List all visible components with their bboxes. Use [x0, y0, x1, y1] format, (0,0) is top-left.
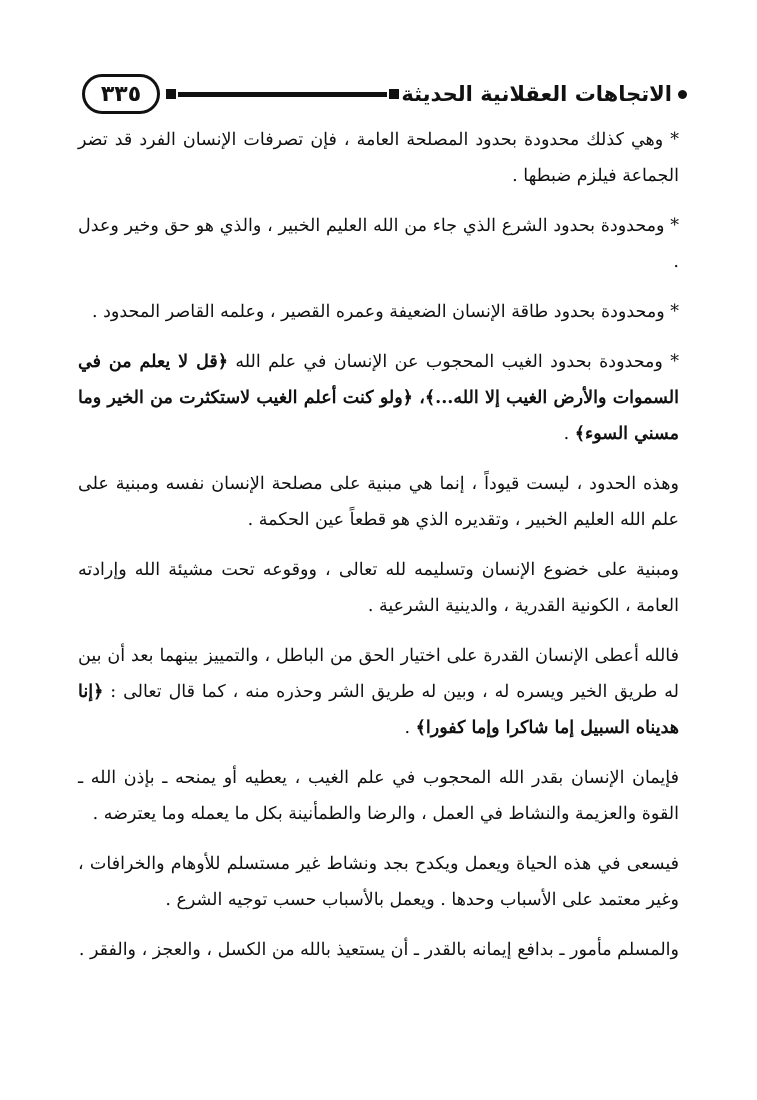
- paragraph-2: * ومحدودة بحدود الشرع الذي جاء من الله العليم الخبير ، والذي هو حق وخير وعدل .: [78, 216, 679, 272]
- paragraph-9: فيسعى في هذه الحياة ويعمل ويكدح بجد ونشاط غير مستسلم للأوهام والخرافات ، وغير معتمد على الأسباب وحدها . ويعمل بالأسباب حسب توجيه الشرع .: [78, 854, 679, 910]
- rule-line: [178, 92, 387, 97]
- paragraph-8: فإيمان الإنسان بقدر الله المحجوب في علم الغيب ، يعطيه أو يمنحه ـ بإذن الله ـ القوة والعزيمة والنشاط في العمل ، والرضا والطمأنينة بكل ما يعمله وما يعترضه .: [78, 768, 679, 824]
- page-number: ٣٣٥: [82, 74, 160, 114]
- paragraph-6: ومبنية على خضوع الإنسان وتسليمه لله تعالى ، ووقوعه تحت مشيئة الله وإرادته العامة ، الكونية القدرية ، والدينية الشرعية .: [78, 560, 679, 616]
- paragraph-7-lead: فالله أعطى الإنسان القدرة على اختيار الحق من الباطل ، والتمييز بينهما بعد أن بين له طريق الخير ويسره له ، وبين له طريق الشر وحذره منه ، كما قال تعالى :: [78, 646, 679, 702]
- paragraph-1: * وهي كذلك محدودة بحدود المصلحة العامة ، فإن تصرفات الإنسان الفرد قد تضر الجماعة فيلزم ضبطها .: [78, 130, 679, 186]
- title-bullet-icon: [678, 90, 687, 99]
- header-rule: [166, 89, 399, 99]
- rule-square-left: [166, 89, 176, 99]
- page-header: [82, 70, 687, 118]
- quran-quote-1: ﴿قل لا يعلم من في السموات والأرض الغيب إلا الله...﴾، ﴿ولو كنت أعلم الغيب لاستكثرت من الخير وما مسني السوء﴾: [78, 352, 679, 444]
- quran-quote-2: ﴿إنا هديناه السبيل إما شاكرا وإما كفورا﴾: [78, 682, 679, 738]
- paragraph-4: [78, 344, 679, 452]
- paragraph-10: والمسلم مأمور ـ بدافع إيمانه بالقدر ـ أن يستعيذ بالله من الكسل ، والعجز ، والفقر .: [78, 940, 679, 960]
- paragraph-5: وهذه الحدود ، ليست قيوداً ، إنما هي مبنية على مصلحة الإنسان نفسه ومبنية على علم الله العليم الخبير ، وتقديره الذي هو قطعاً عين الحكمة .: [78, 474, 679, 530]
- page-body: [78, 122, 679, 982]
- rule-square-right: [389, 89, 399, 99]
- paragraph-4-end: .: [563, 424, 575, 444]
- paragraph-4-lead: * ومحدودة بحدود الغيب المحجوب عن الإنسان في علم الله: [227, 352, 679, 372]
- paragraph-7: [78, 638, 679, 746]
- paragraph-3: * ومحدودة بحدود طاقة الإنسان الضعيفة وعمره القصير ، وعلمه القاصر المحدود .: [92, 302, 679, 322]
- running-title: الاتجاهات العقلانية الحديثة: [401, 82, 672, 106]
- paragraph-7-end: .: [404, 718, 416, 738]
